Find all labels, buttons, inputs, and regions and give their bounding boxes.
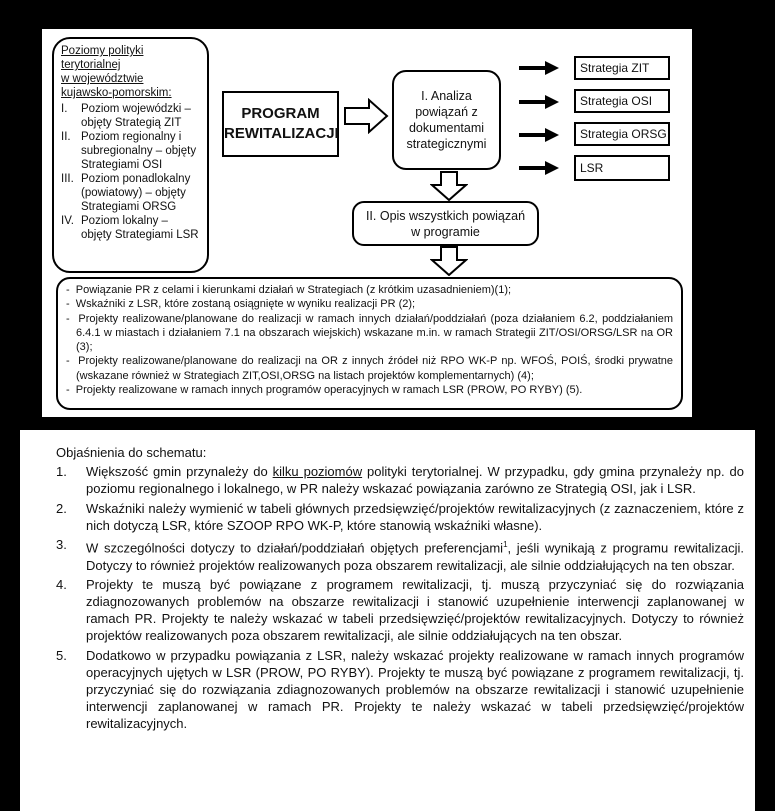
level-item bbox=[61, 214, 201, 242]
strategy-label: Strategia OSI bbox=[580, 94, 653, 108]
explanation-number: 3. bbox=[56, 537, 67, 553]
explanation-item bbox=[56, 463, 744, 497]
program-title-line: REWITALIZACJI bbox=[224, 125, 339, 142]
explanation-text: Dodatkowo w przypadku powiązania z LSR, należy wskazać projekty realizowane w ramach innych programów operacyjnych ujętych w LSR (PROW, PO RYBY). Projekty te muszą być powiązane z programem rewitalizacji, tj. przyczyniać się do rozwiązania zdiagnozowanych problemów na obszarze rewitalizacji i stanowić uzupełnienie interwencji zaplanowanej w ramach PR. Projekty te należy wskazać w tabeli przedsięwzięć/projektów rewitalizacyjnych. bbox=[86, 647, 744, 732]
explanations-list bbox=[56, 463, 744, 732]
level-text: Poziom lokalny – objęty Strategiami LSR bbox=[81, 215, 199, 241]
connections-list-box bbox=[56, 277, 683, 410]
level-number: III. bbox=[61, 173, 74, 185]
program-title-line: PROGRAM bbox=[241, 105, 320, 122]
level-item bbox=[61, 130, 201, 172]
description-box bbox=[352, 201, 539, 246]
connection-text: Projekty realizowane w ramach innych programów operacyjnych w ramach LSR (PROW, PO RYBY) (5). bbox=[75, 384, 583, 397]
underlined-phrase: kilku poziomów bbox=[272, 464, 363, 480]
explanation-text bbox=[86, 536, 744, 574]
title-line: w województwie bbox=[61, 73, 144, 85]
territorial-levels-list bbox=[61, 102, 201, 242]
connection-item: - Wskaźniki z LSR, które zostaną osiągnięte w wyniku realizacji PR (2); bbox=[66, 298, 416, 311]
connection-item: - Projekty realizowane/planowane do realizacji w ramach innych działań/poddziałań (poza działaniem 6.2, poddziałaniem 6.4.1 w miastach i działaniem 7.1 na obszarach wiejskich) wskazane m.in. w ramach Strategii ZIT/OSI/ORSG/LSR na OR (3); bbox=[66, 312, 673, 354]
explanation-number: 4. bbox=[56, 576, 67, 592]
right-arrow-icon bbox=[519, 161, 559, 175]
analysis-box bbox=[392, 70, 501, 170]
footnote-marker: 1 bbox=[503, 540, 508, 550]
hollow-down-arrow-icon bbox=[430, 246, 468, 276]
right-arrow-icon bbox=[519, 95, 559, 109]
connection-text: Projekty realizowane/planowane do realizacji w ramach innych działań/poddziałań (poza działaniem 6.2, poddziałaniem 6.4.1 w miastach i działaniem 7.1 na obszarach wiejskich) wskazane m.in. w ramach Strategii ZIT/OSI/ORSG/LSR na OR (3); bbox=[76, 312, 673, 354]
level-text: Poziom regionalny i subregionalny – objęty Strategiami OSI bbox=[81, 131, 197, 171]
explanation-text: Wskaźniki należy wymienić w tabeli głównych przedsięwzięć/projektów rewitalizacyjnych (z zaznaczeniem, które z nich dotyczą LSR, które SZOOP RPO WK-P, które stanowią wskaźniki własne). bbox=[86, 500, 744, 533]
text-part: W szczególności dotyczy to działań/poddziałań objętych preferencjami bbox=[86, 540, 504, 556]
strategy-box-osi bbox=[574, 89, 670, 113]
territorial-levels-box bbox=[52, 37, 209, 273]
connection-text: Wskaźniki z LSR, które zostaną osiągnięte w wyniku realizacji PR (2); bbox=[75, 298, 416, 311]
connection-item: - Projekty realizowane w ramach innych programów operacyjnych w ramach LSR (PROW, PO RYBY) (5). bbox=[66, 384, 583, 397]
level-item bbox=[61, 102, 201, 130]
analysis-text: I. Analiza powiązań z dokumentami strategicznymi bbox=[406, 89, 487, 151]
strategy-label: LSR bbox=[580, 161, 604, 175]
territorial-levels-title bbox=[61, 44, 201, 100]
explanation-number: 1. bbox=[56, 464, 67, 480]
strategy-box-orsg bbox=[574, 122, 670, 146]
explanation-item bbox=[56, 576, 744, 645]
hollow-down-arrow-icon bbox=[430, 171, 468, 201]
explanation-text: Projekty te muszą być powiązane z programem rewitalizacji, tj. muszą przyczyniać się do rozwiązania zdiagnozowanych problemów na obszarze rewitalizacji i stanowić uzupełnienie interwencji zaplanowanej w ramach PR. Projekty te należy wskazać w tabeli przedsięwzięć/projektów rewitalizacyjnych. Dotyczy to również projektów realizowanych poza obszarem rewitalizacji, ale silnie oddziałujących na ten obszar. bbox=[86, 576, 744, 644]
explanations-title: Objaśnienia do schematu: bbox=[56, 445, 207, 460]
text-part: , jeśli wynikają z programu rewitalizacji. Dotyczy to również projektów realizowanych poza obszarem rewitalizacji, ale silnie oddziałujących na ten obszar. bbox=[86, 540, 744, 573]
right-arrow-icon bbox=[519, 61, 559, 75]
level-text: Poziom wojewódzki – objęty Strategią ZIT bbox=[81, 103, 191, 129]
explanation-text bbox=[86, 463, 744, 497]
explanation-number: 2. bbox=[56, 500, 67, 516]
connection-item: - Projekty realizowane/planowane do realizacji na OR z innych źródeł niż RPO WK-P np. WFOŚ, POIŚ, środki prywatne (wskazane również w Strategiach ZIT,OSI,ORSG na listach projektów komplementarnych) (4); bbox=[66, 355, 673, 382]
explanations-section bbox=[56, 444, 744, 735]
level-item bbox=[61, 172, 201, 214]
right-arrow-icon bbox=[519, 128, 559, 142]
explanation-number: 5. bbox=[56, 647, 67, 663]
level-number: I. bbox=[61, 103, 68, 115]
explanation-item bbox=[56, 647, 744, 733]
level-number: IV. bbox=[61, 215, 75, 227]
strategy-label: Strategia ORSG bbox=[580, 127, 667, 141]
text-part: Większość gmin przynależy do bbox=[86, 464, 273, 480]
strategy-box-lsr bbox=[574, 155, 670, 181]
title-line: kujawsko-pomorskim: bbox=[61, 87, 172, 99]
level-text: Poziom ponadlokalny (powiatowy) – objęty Strategiami ORSG bbox=[81, 173, 191, 213]
description-text: II. Opis wszystkich powiązań w programie bbox=[365, 208, 526, 239]
connection-text: Powiązanie PR z celami i kierunkami działań w Strategiach (z krótkim uzasadnieniem)(1); bbox=[75, 284, 512, 296]
title-line: terytorialnej bbox=[61, 59, 121, 71]
hollow-right-arrow-icon bbox=[343, 98, 389, 134]
text-part: polityki terytorialnej. W przypadku, gdy gmina przynależy np. do poziomu regionalnego i lokalnego, w PR należy wskazać powiązania zarówno ze Strategią OSI, jak i LSR. bbox=[86, 464, 744, 497]
explanation-item bbox=[56, 500, 744, 534]
connections-list bbox=[66, 283, 673, 397]
title-line: Poziomy polityki bbox=[61, 45, 144, 57]
explanation-item bbox=[56, 536, 744, 574]
strategy-box-zit bbox=[574, 56, 670, 80]
strategy-label: Strategia ZIT bbox=[580, 61, 650, 75]
program-box bbox=[222, 91, 339, 157]
connection-text: Projekty realizowane/planowane do realizacji na OR z innych źródeł niż RPO WK-P np. WFOŚ, POIŚ, środki prywatne (wskazane również w Strategiach ZIT,OSI,ORSG na listach projektów komplementarnych) (4); bbox=[76, 355, 673, 382]
connection-item: - Powiązanie PR z celami i kierunkami działań w Strategiach (z krótkim uzasadnieniem)(1); bbox=[66, 284, 512, 296]
level-number: II. bbox=[61, 131, 71, 143]
